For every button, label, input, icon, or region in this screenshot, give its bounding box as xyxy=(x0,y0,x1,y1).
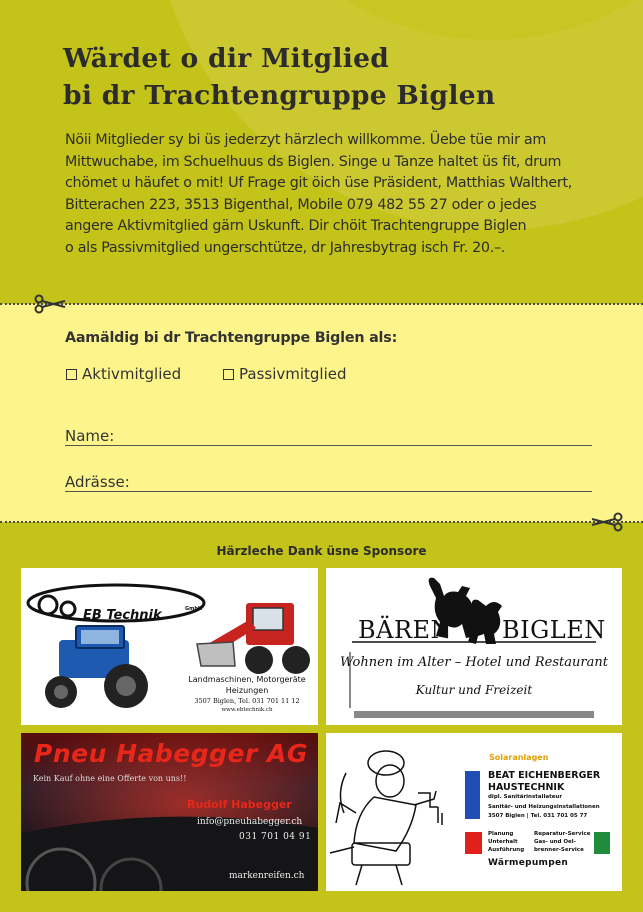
eich-services: Sanitär- und Heizungsinstallationen xyxy=(488,804,600,810)
baeren-left-word: BÄREN xyxy=(358,616,453,644)
pneu-email: info@pneuhabegger.ch xyxy=(197,817,303,827)
eich-red-block xyxy=(465,832,482,854)
intro-line: Nöii Mitglieder sy bi üs jederzyt härzlech willkomme. Üebe tüe mir am xyxy=(65,132,546,148)
bears-logo-icon xyxy=(326,568,622,725)
eich-address: 3507 Biglen | Tel. 031 701 05 77 xyxy=(488,813,588,819)
eb-gmbh: GmbH xyxy=(185,606,203,612)
checkbox-passive[interactable] xyxy=(223,369,234,380)
sponsors-heading: Härzleche Dank üsne Sponsore xyxy=(216,544,427,558)
option-active-label: Aktivmitglied xyxy=(82,365,182,383)
eb-line-2: Heizungen xyxy=(225,686,269,695)
option-passive-label: Passivmitglied xyxy=(239,365,347,383)
pneu-web: markenreifen.ch xyxy=(229,871,305,881)
intro-text xyxy=(65,130,605,260)
name-field[interactable] xyxy=(65,423,592,446)
address-field[interactable] xyxy=(65,469,592,492)
eich-col2-b: Gas- und Oel- xyxy=(534,839,576,845)
title-line-1: Wärdet o dir Mitglied xyxy=(63,43,390,74)
eich-blue-bar xyxy=(465,771,480,819)
sponsor-card-pneu-habegger xyxy=(21,733,318,891)
address-field-label: Adrässe: xyxy=(65,473,130,491)
title-line-2: bi dr Trachtengruppe Biglen xyxy=(63,80,496,111)
scissors-icon xyxy=(591,512,623,532)
pneu-brand: Pneu Habegger AG xyxy=(34,739,308,768)
cut-line-top xyxy=(0,303,643,305)
baeren-right-word: BIGLEN xyxy=(502,616,606,644)
intro-line: o als Passivmitglied ungerschtütze, dr Jahresbytrag isch Fr. 20.–. xyxy=(65,239,506,256)
eb-line-1: Landmaschinen, Motorgeräte xyxy=(188,675,306,684)
eich-col1-c: Ausführung xyxy=(488,847,525,853)
sponsor-card-eb-technik xyxy=(21,568,318,725)
eich-name-2: HAUSTECHNIK xyxy=(488,782,565,793)
eich-name-1: BEAT EICHENBERGER xyxy=(488,770,601,781)
eich-col1-b: Unterhalt xyxy=(488,839,518,845)
eich-col2-c: brenner-Service xyxy=(534,847,584,853)
eich-col1-a: Planung xyxy=(488,831,514,837)
pneu-phone: 031 701 04 91 xyxy=(239,832,312,842)
eb-logo-ring xyxy=(61,602,75,616)
option-active-member[interactable] xyxy=(66,365,181,383)
eich-sub: dipl. Sanitärinstallateur xyxy=(488,794,563,800)
pneu-slogan: Kein Kauf ohne eine Offerte von uns!! xyxy=(33,774,187,783)
eb-line-3: 3507 Biglen, Tel. 031 701 11 12 xyxy=(194,697,300,705)
sponsor-card-baeren-biglen xyxy=(326,568,622,725)
wheel-loader-icon xyxy=(197,603,310,674)
cut-line-bottom xyxy=(0,521,643,523)
baeren-line-2: Kultur und Freizeit xyxy=(415,683,533,697)
form-heading: Aamäldig bi dr Trachtengruppe Biglen als: xyxy=(65,330,398,346)
pneu-contact-name: Rudolf Habegger xyxy=(187,798,292,811)
eich-col2-a: Reparatur-Service xyxy=(534,831,591,837)
checkbox-active[interactable] xyxy=(66,369,77,380)
eich-footer: Wärmepumpen xyxy=(488,858,569,868)
option-passive-member[interactable] xyxy=(223,365,347,383)
page-title xyxy=(63,40,495,114)
name-field-label: Name: xyxy=(65,427,115,445)
sponsor-card-eichenberger xyxy=(326,733,622,891)
baeren-line-1: Wohnen im Alter – Hotel und Restaurant xyxy=(340,655,608,670)
eb-line-4: www.ebtechnik.ch xyxy=(221,707,273,713)
intro-line: chömet u häufet o mit! Uf Frage git öich üse Präsident, Matthias Walthert, xyxy=(65,175,572,192)
intro-line: Bitterachen 223, 3513 Bigenthal, Mobile 079 482 55 27 oder o jedes xyxy=(65,196,537,213)
scissors-icon xyxy=(34,294,66,314)
intro-line: angere Aktivmitglied gärn Uskunft. Dir chöit Trachtengruppe Biglen xyxy=(65,218,527,235)
intro-line: Mittwuchabe, im Schuelhuus ds Biglen. Singe u Tanze haltet üs fit, drum xyxy=(65,153,562,170)
eich-topline: Solaranlagen xyxy=(489,753,549,762)
eich-green-block xyxy=(594,832,610,854)
tractor-icon xyxy=(45,626,148,708)
eb-brand: EB Technik xyxy=(83,608,162,623)
eb-logo-ring xyxy=(39,596,57,614)
